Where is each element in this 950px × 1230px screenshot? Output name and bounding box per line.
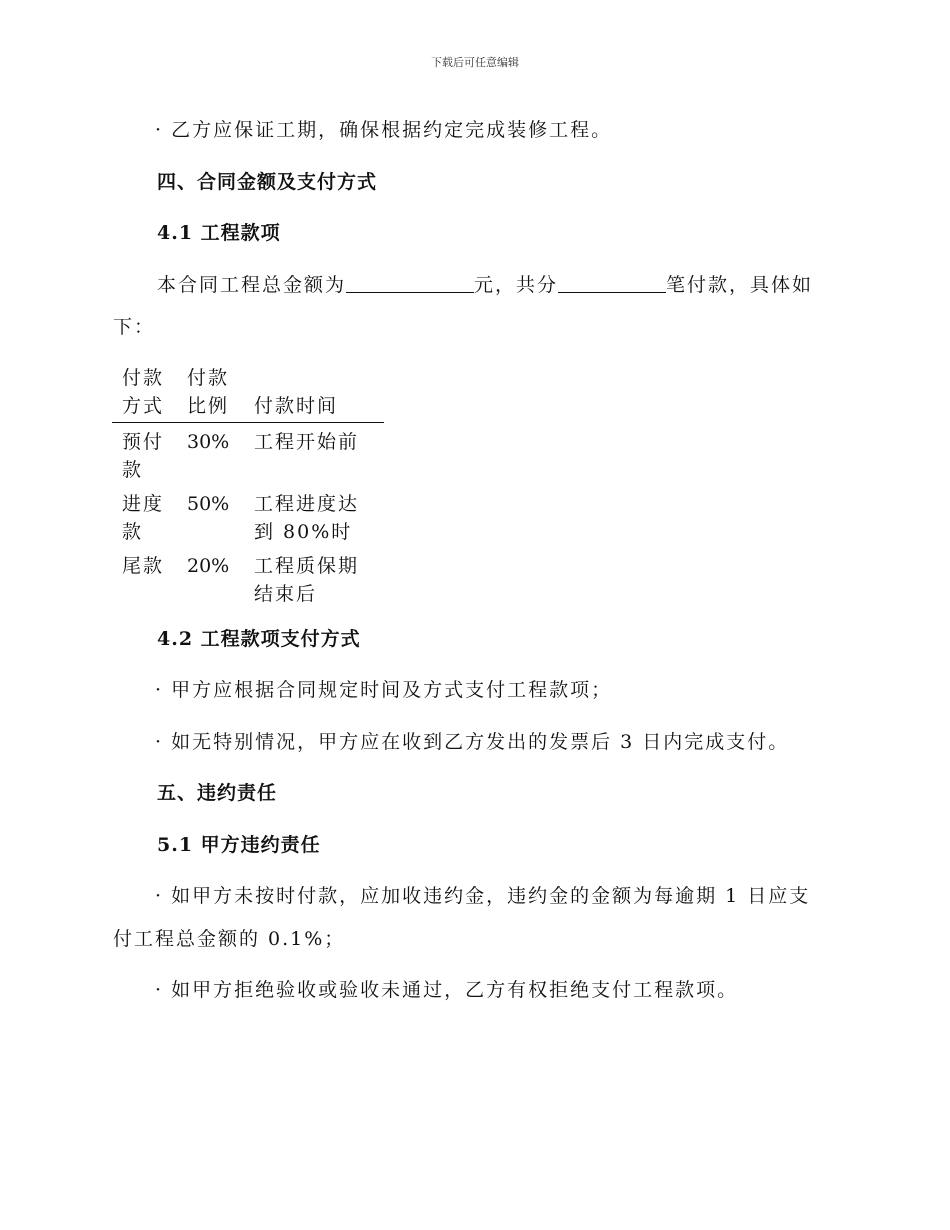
bullet-payment-within-3-days: · 如无特别情况，甲方应在收到乙方发出的发票后 3 日内完成支付。 [155,731,790,753]
bullet-late-payment-penalty-cont: 付工程总金额的 0.1%； [113,928,346,950]
total-amount-text-c: 笔付款，具体如 [666,274,814,296]
row2-type-1: 进度 [122,493,165,515]
table-header-ratio-1: 付款 [187,367,230,389]
row2-time-2: 到 80%时 [254,521,353,543]
row2-type-2: 款 [122,521,144,543]
table-header-time: 付款时间 [254,395,339,417]
table-header-rule [112,422,384,423]
row3-type-1: 尾款 [122,555,165,577]
row1-type-1: 预付 [122,431,165,453]
row1-ratio: 30% [187,431,230,453]
bullet-refuse-acceptance: · 如甲方拒绝验收或验收未通过，乙方有权拒绝支付工程款项。 [155,979,739,1001]
total-amount-text-a: 本合同工程总金额为 [157,274,347,296]
row3-time-2: 结束后 [254,583,318,605]
total-amount-text-b: 元，共分 [474,274,559,296]
subsection-heading-4-1: 4.1 工程款项 [157,222,281,244]
bullet-late-payment-penalty: · 如甲方未按时付款，应加收违约金，违约金的金额为每逾期 1 日应支 [155,885,811,907]
row1-type-2: 款 [122,459,144,481]
row2-ratio: 50% [187,493,230,515]
section-heading-4: 四、合同金额及支付方式 [157,171,378,193]
section-heading-5: 五、违约责任 [157,782,278,804]
table-header-ratio-2: 比例 [187,395,230,417]
bullet-payment-per-contract: · 甲方应根据合同规定时间及方式支付工程款项； [155,679,613,701]
installments-blank [558,274,666,293]
total-amount-paragraph [157,270,813,297]
total-amount-paragraph-cont: 下： [113,316,156,338]
table-header-type-2: 方式 [122,395,165,417]
row1-time-1: 工程开始前 [254,431,360,453]
subsection-heading-4-2: 4.2 工程款项支付方式 [157,628,361,650]
table-header-type-1: 付款 [122,367,165,389]
bullet-construction-period: · 乙方应保证工期，确保根据约定完成装修工程。 [155,119,613,141]
subsection-heading-5-1: 5.1 甲方违约责任 [157,834,321,856]
amount-blank [346,274,474,293]
page-header: 下载后可任意编辑 [431,56,519,69]
row2-time-1: 工程进度达 [254,493,360,515]
row3-time-1: 工程质保期 [254,555,360,577]
row3-ratio: 20% [187,555,230,577]
